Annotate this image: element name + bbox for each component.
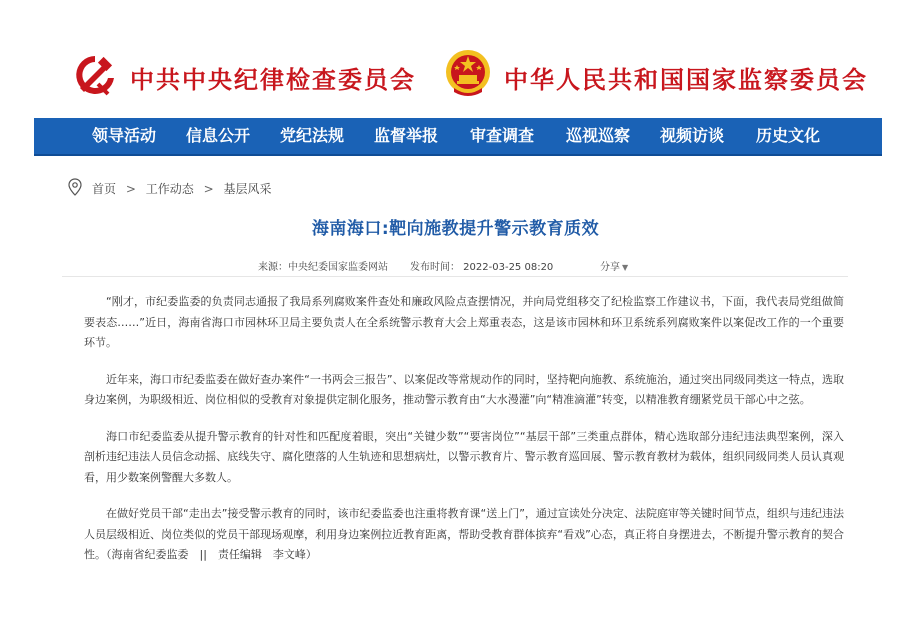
nsc-site-title[interactable]: 中华人民共和国国家监察委员会 <box>504 65 868 94</box>
breadcrumb-separator: > <box>125 182 136 196</box>
site-header <box>0 0 911 145</box>
article-publish-time: 发布时间： 2022-03-25 08:20 <box>410 262 554 273</box>
main-nav <box>34 118 882 156</box>
chevron-down-icon: ▼ <box>622 263 629 272</box>
nav-video[interactable]: 视频访谈 <box>660 126 725 145</box>
nav-leadership[interactable]: 领导活动 <box>92 126 157 145</box>
party-emblem-icon[interactable] <box>72 52 118 98</box>
national-emblem-icon[interactable] <box>444 48 492 98</box>
nav-investigation[interactable]: 审查调查 <box>470 126 535 145</box>
breadcrumb-home[interactable]: 首页 <box>92 182 117 196</box>
breadcrumb-separator: > <box>203 182 214 196</box>
nav-regulations[interactable]: 党纪法规 <box>280 126 345 145</box>
share-label: 分享 <box>600 262 620 273</box>
location-pin-icon <box>68 178 82 196</box>
article-source: 来源：中央纪委国家监委网站 <box>258 262 388 273</box>
nav-report[interactable]: 监督举报 <box>374 126 439 145</box>
share-dropdown[interactable] <box>600 258 628 273</box>
nav-history[interactable]: 历史文化 <box>756 126 821 145</box>
breadcrumb-grassroots[interactable]: 基层风采 <box>223 182 272 196</box>
article-body <box>84 292 844 582</box>
article-paragraph: “刚才，市纪委监委的负责同志通报了我局系列腐败案件查处和廉政风险点查摆情况，并向局党组移交了纪检监察工作建议书，下面，我代表局党组做简要表态……”近日，海南省海口市园林环卫局主要负责人在全系统警示教育大会上郑重表态，这是该市园林和环卫系统系列腐败案件以案促改工作的一个重要环节。 <box>84 295 844 349</box>
divider <box>62 276 848 277</box>
article-paragraph: 近年来，海口市纪委监委在做好查办案件“一书两会三报告”、以案促改等常规动作的同时，坚持靶向施教、系统施治，通过突出同级同类这一特点，选取身边案例，为职级相近、岗位相似的受教育对象提供定制化服务，推动警示教育由“大水漫灌”向“精准滴灌”转变，以精准教育绷紧党员干部心中之弦。 <box>84 372 844 406</box>
breadcrumb-work-news[interactable]: 工作动态 <box>145 182 194 196</box>
nav-information[interactable]: 信息公开 <box>186 126 251 145</box>
nav-inspection[interactable]: 巡视巡察 <box>566 126 631 145</box>
ccdi-site-title[interactable]: 中共中央纪律检查委员会 <box>130 65 416 94</box>
article-title: 海南海口:靶向施教提升警示教育质效 <box>311 219 600 239</box>
article-paragraph: 海口市纪委监委从提升警示教育的针对性和匹配度着眼，突出“关键少数”“要害岗位”“基层干部”三类重点群体，精心选取部分违纪违法典型案例，深入剖析违纪违法人员信念动摇、底线失守、腐化堕落的人生轨迹和思想病灶，以警示教育片、警示教育巡回展、警示教育教材为载体，组织同级同类人员认真观看，用少数案例警醒大多数人。 <box>84 429 844 484</box>
article-paragraph: 在做好党员干部“走出去”接受警示教育的同时，该市纪委监委也注重将教育课“送上门”，通过宣读处分决定、法院庭审等关键时间节点，组织与违纪违法人员层级相近、岗位类似的党员干部现场观摩，利用身边案例拉近教育距离，帮助受教育群体摈弃“看戏”心态，真正将自身摆进去，不断提升警示教育的契合性。（海南省纪委监委 || 责任编辑 李文峰） <box>84 507 844 561</box>
